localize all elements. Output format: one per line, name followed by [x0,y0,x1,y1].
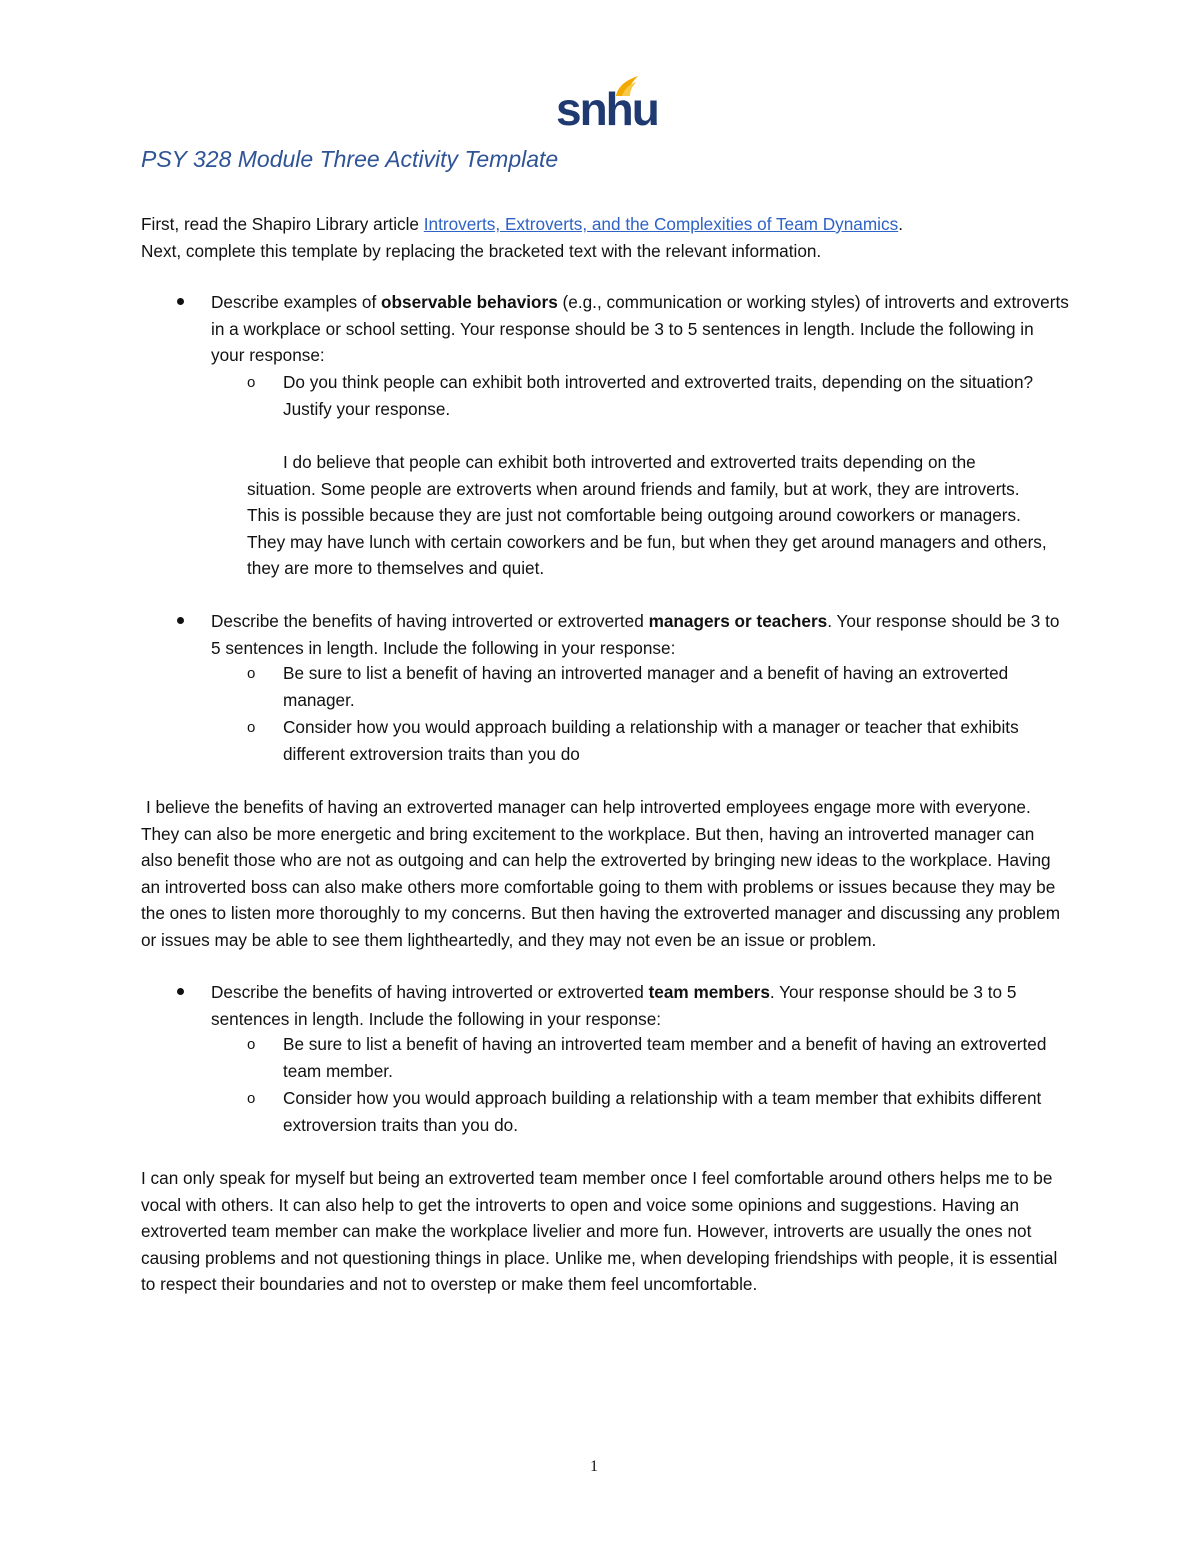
sub-bullet-manager-benefit: Be sure to list a benefit of having an introverted manager and a benefit of having an extroverted manager. [283,663,1009,710]
bullet-text: Describe the benefits of having introverted or extroverted [211,611,649,631]
sub-bullet-team-benefit: Be sure to list a benefit of having an introverted team member and a benefit of having an extroverted team member. [283,1034,1047,1081]
intro-line-2: Next, complete this template by replacing the bracketed text with the relevant information. [141,240,822,261]
snhu-logo [556,74,658,135]
page-title: PSY 328 Module Three Activity Template [141,146,559,172]
bullet-icon [177,298,184,305]
intro-paragraph [141,211,1071,264]
bullet-team-members [211,979,1076,1032]
bullet-icon [177,617,184,624]
bullet-text: . Your response should be 3 to 5 sentences in length. Include the following in your response: [211,611,1060,658]
bullet-bold: team members [648,982,770,1002]
bullet-observable-behaviors [211,289,1071,369]
sub-bullet-marker: o [247,719,256,736]
sub-bullet-marker: o [247,374,256,391]
bullet-text: . Your response should be 3 to 5 sentences in length. Include the following in your response: [211,982,1017,1029]
bullet-icon [177,988,184,995]
page-number: 1 [590,1458,598,1475]
bullet-managers-teachers [211,608,1071,661]
intro-text: First, read the Shapiro Library article [141,214,424,234]
sub-bullet-marker: o [247,1090,256,1107]
sub-bullet-team-relationship: Consider how you would approach building a relationship with a team member that exhibits different extroversion traits than you do. [283,1088,1042,1135]
answer-3: I can only speak for myself but being an extroverted team member once I feel comfortable around others helps me to be vocal with others. It can also help to get the introverts to open and voice some opinions and suggestions. Having an extroverted team member can make the workplace livelier and more fun. However, introverts are usually the ones not causing problems and not questioning things in place. Unlike me, when developing friendships with people, it is essential to respect their boundaries and not to overstep or make them feel uncomfortable. [141,1168,1058,1294]
bullet-bold: observable behaviors [381,292,558,312]
bullet-bold: managers or teachers [648,611,828,631]
sub-bullet-traits: Do you think people can exhibit both introverted and extroverted traits, depending on the situation? Justify your response. [283,372,1034,419]
bullet-text: (e.g., communication or working styles) of introverts and extroverts in a workplace or school setting. Your response should be 3 to 5 sentences in length. Include the following in your response: [211,292,1069,365]
sub-bullet-marker: o [247,1036,256,1053]
article-link[interactable]: Introverts, Extroverts, and the Complexities of Team Dynamics [423,214,899,234]
sub-bullet-manager-relationship: Consider how you would approach building a relationship with a manager or teacher that exhibits different extroversion traits than you do [283,717,1019,764]
answer-2: I believe the benefits of having an extroverted manager can help introverted employees engage more with everyone. They can also be more energetic and bring excitement to the workplace. But then, having an introverted manager can also benefit those who are not as outgoing and can help the extroverted by bringing new ideas to the workplace. Having an introverted boss can also make others more comfortable going to them with problems or issues because they may be the ones to listen more thoroughly to my concerns. But then having the extroverted manager and discussing any problem or issues may be able to see them lightheartedly, and they may not even be an issue or problem. [141,797,1061,950]
bullet-text: Describe the benefits of having introverted or extroverted [211,982,649,1002]
logo-text: snhu [556,83,658,135]
sub-bullet-marker: o [247,665,256,682]
bullet-text: Describe examples of [211,292,382,312]
intro-period: . [898,214,903,234]
answer-1: I do believe that people can exhibit both introverted and extroverted traits depending on the situation. Some people are extroverts when around friends and family, but at work, they are introverts. This is possible because they are just not comfortable being outgoing around coworkers or managers. They may have lunch with certain coworkers and be fun, but when they get around managers and others, they are more to themselves and quiet. [247,452,1047,578]
